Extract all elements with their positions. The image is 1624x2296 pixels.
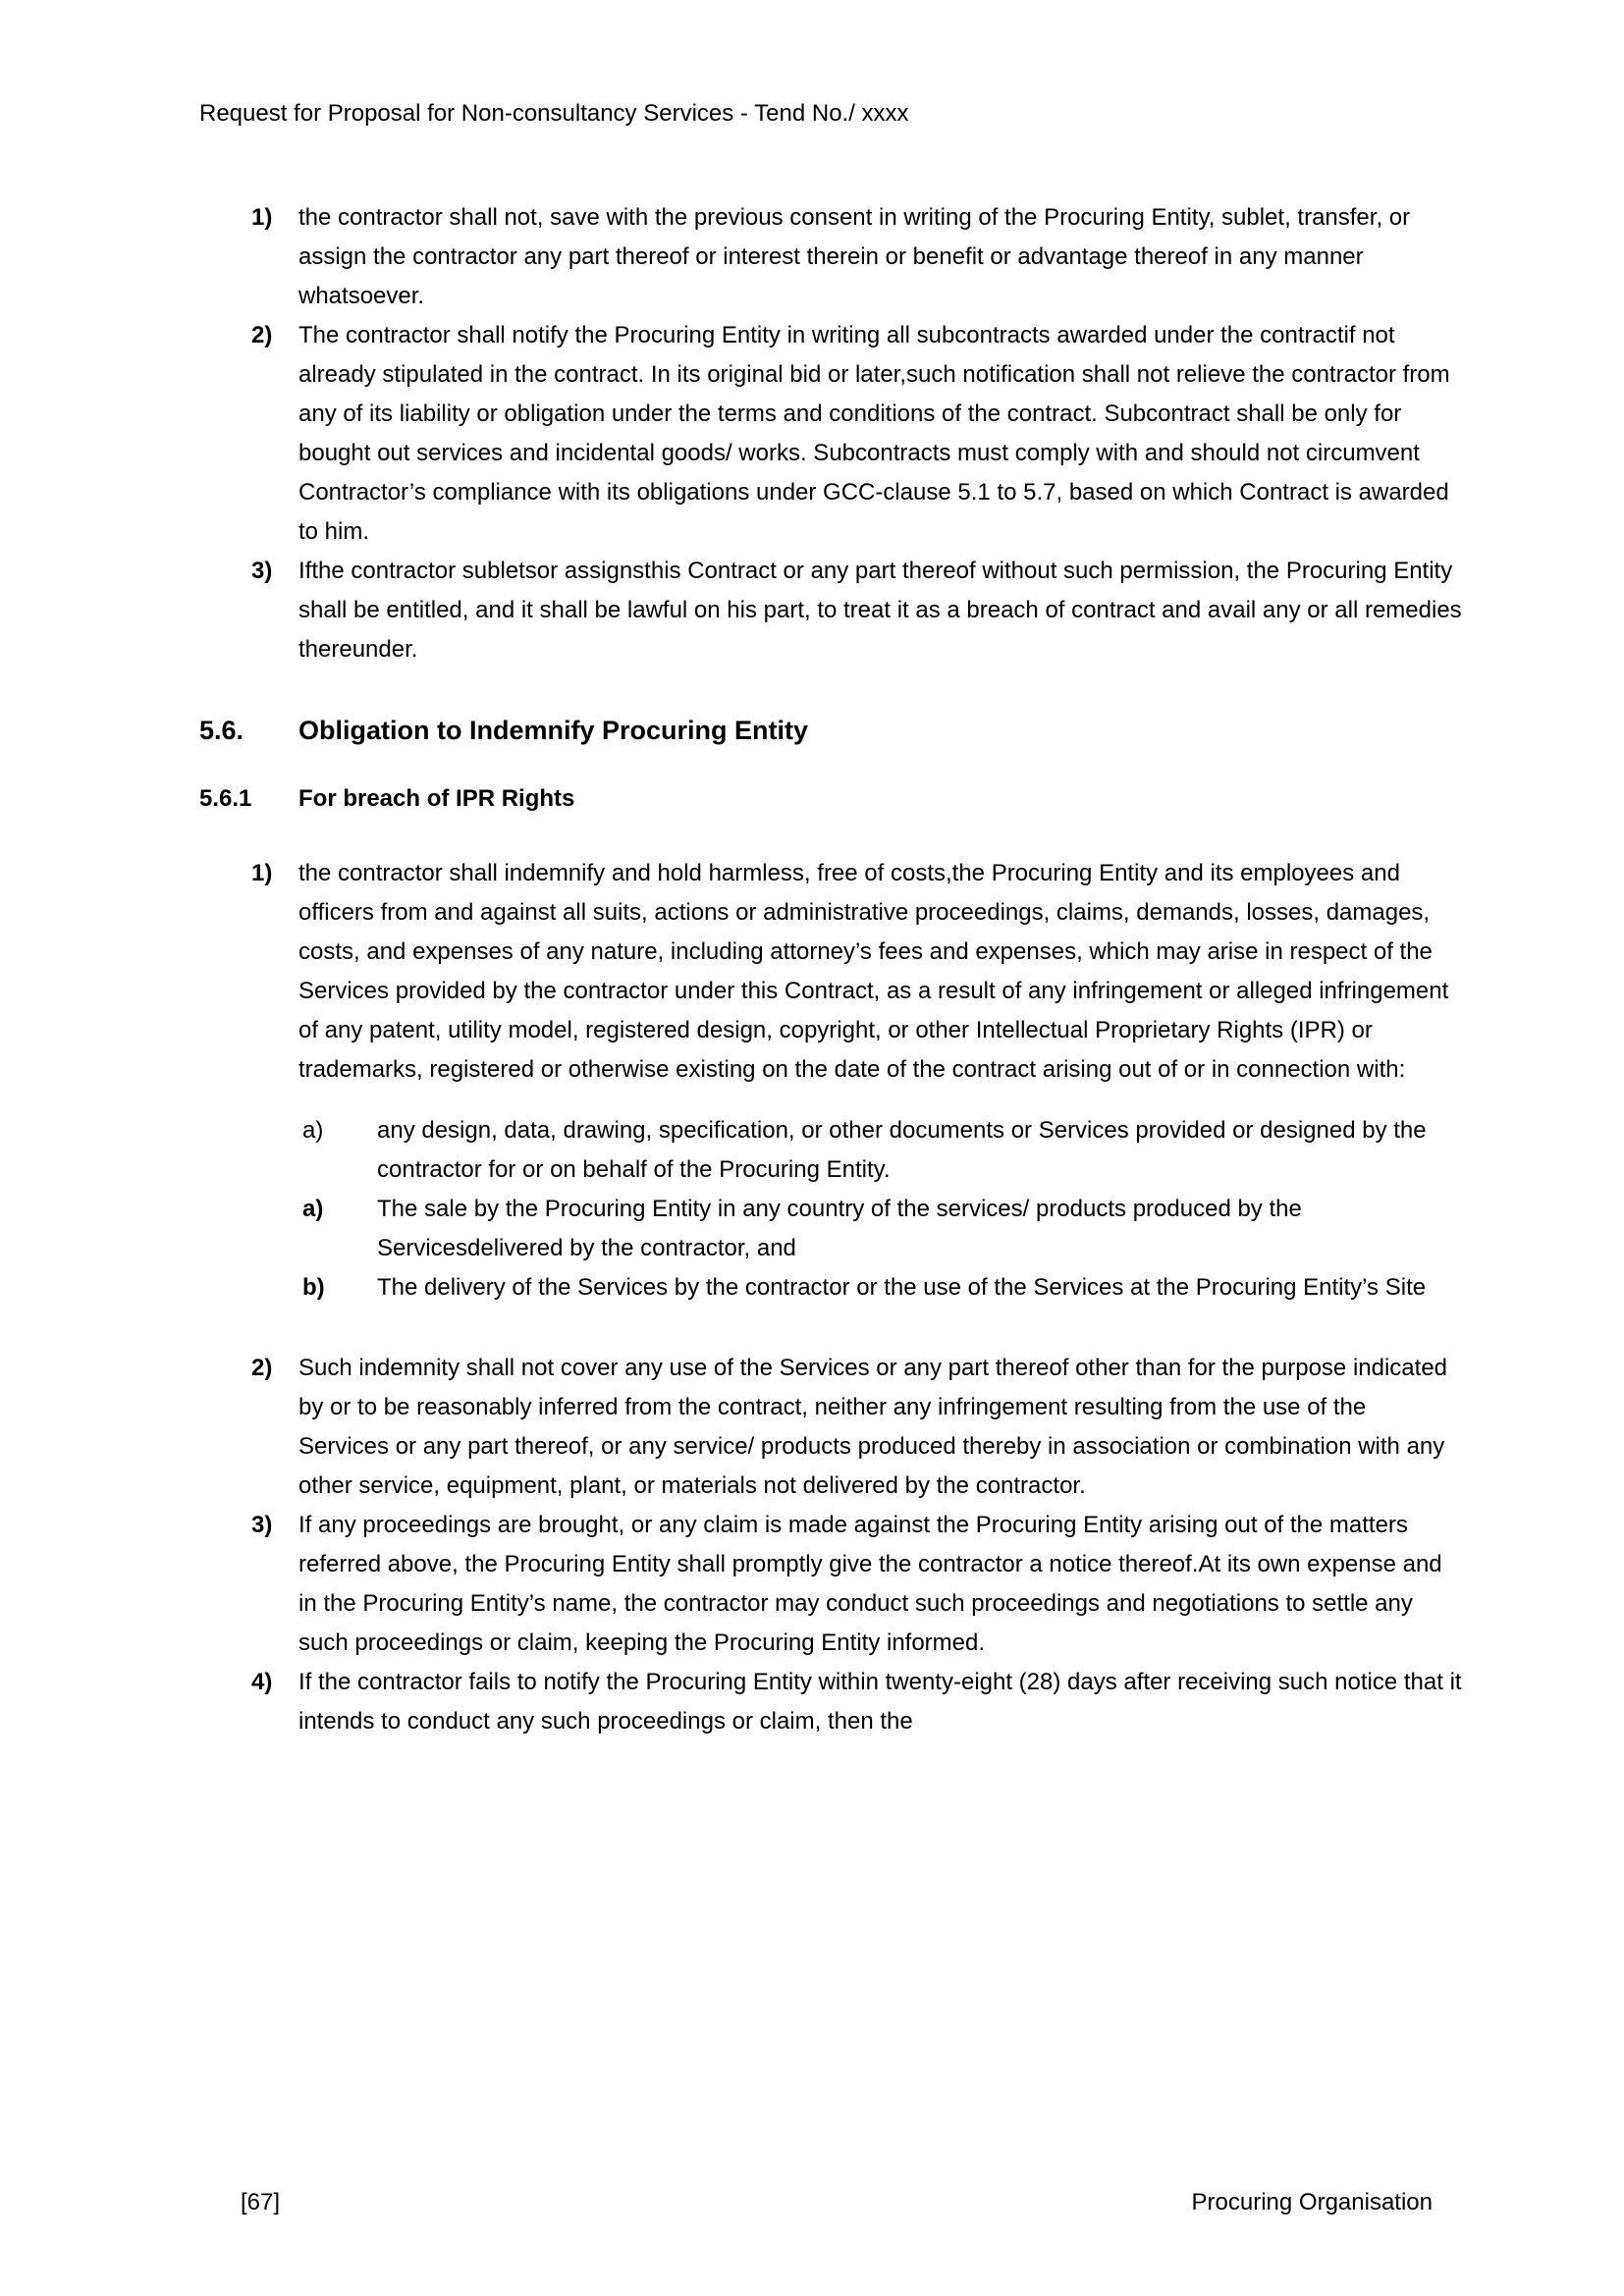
sub-list-item-letter: a) [302, 1117, 324, 1144]
footer-organisation: Procuring Organisation [1191, 2189, 1433, 2216]
sub-list-item-text: any design, data, drawing, specification, or other documents or Services provided or designed by the contractor for or on behalf of the Procuring Entity. [377, 1117, 1427, 1183]
list-item-text: Such indemnity shall not cover any use of the Services or any part thereof other than for the purpose indicated by or to be reasonably inferred from the contract, neither any infringement resulting from the use of the Services or any part thereof, or any service/ products produced thereby in association or combination with any other service, equipment, plant, or materials not delivered by the contractor. [298, 1355, 1448, 1499]
list-item-text: Ifthe contractor subletsor assignsthis Contract or any part thereof without such permission, the Procuring Entity shall be entitled, and it shall be lawful on his part, to treat it as a breach of contract and avail any or all remedies thereunder. [298, 558, 1462, 663]
lettered-sub-list [199, 1111, 1462, 1308]
subsection-heading-number: 5.6.1 [199, 785, 252, 812]
list-item-text: The contractor shall notify the Procuring Entity in writing all subcontracts awarded under the contractif not already stipulated in the contract. In its original bid or later,such notification shall not relieve the contractor from any of its liability or obligation under the terms and conditions of the contract. Subcontract shall be only for bought out services and incidental goods/ works. Subcontracts must comply with and should not circumvent Contractor’s compliance with its obligations under GCC-clause 5.1 to 5.7, based on which Contract is awarded to him. [298, 322, 1450, 545]
list-item-number: 1) [251, 204, 273, 231]
document-body [199, 198, 1462, 1741]
sub-list-item-text: The delivery of the Services by the contractor or the use of the Services at the Procuring Entity’s Site [377, 1274, 1427, 1301]
list-item [251, 854, 1462, 1090]
list-item [251, 552, 1462, 669]
sub-list-item-text: The sale by the Procuring Entity in any country of the services/ products produced by the Servicesdelivered by the contractor, and [377, 1196, 1302, 1261]
list-item-number: 1) [251, 860, 273, 886]
list-item-text: the contractor shall indemnify and hold harmless, free of costs,the Procuring Entity and its employees and officers from and against all suits, actions or administrative proceedings, claims, demands, losses, damages, costs, and expenses of any nature, including attorney’s fees and expenses, which may arise in respect of the Services provided by the contractor under this Contract, as a result of any infringement or alleged infringement of any patent, utility model, registered design, copyright, or other Intellectual Proprietary Rights (IPR) or trademarks, registered or otherwise existing on the date of the contract arising out of or in connection with: [298, 860, 1449, 1083]
list-item [251, 1506, 1462, 1663]
footer-page-number: [67] [241, 2189, 281, 2216]
list-item [251, 1349, 1462, 1506]
section-heading-number: 5.6. [199, 716, 244, 745]
list-item-text: If any proceedings are brought, or any claim is made against the Procuring Entity arising out of the matters referred above, the Procuring Entity shall promptly give the contractor a notice thereof.At its own expense and in the Procuring Entity’s name, the contractor may conduct such proceedings and negotiations to settle any such proceedings or claim, keeping the Procuring Entity informed. [298, 1512, 1442, 1656]
page-footer [241, 2187, 1433, 2218]
subsection-heading-title: For breach of IPR Rights [298, 785, 575, 812]
list-item-number: 3) [251, 558, 273, 584]
page-header [199, 98, 1462, 130]
section-heading [199, 713, 1462, 748]
subsection-heading [199, 783, 1462, 815]
sub-list-item-letter: b) [302, 1274, 325, 1301]
list-item-number: 4) [251, 1669, 273, 1695]
sub-list-item-letter: a) [302, 1196, 324, 1222]
list-item-text: the contractor shall not, save with the previous consent in writing of the Procuring Entity, sublet, transfer, or assign the contractor any part thereof or interest therein or benefit or advantage thereof in any manner whatsoever. [298, 204, 1411, 309]
list-item-text: If the contractor fails to notify the Procuring Entity within twenty-eight (28) days after receiving such notice that it intends to conduct any such proceedings or claim, then the [298, 1669, 1462, 1735]
list-item [251, 316, 1462, 552]
list-item-number: 2) [251, 1355, 273, 1381]
list-item-number: 3) [251, 1512, 273, 1538]
header-title: Request for Proposal for Non-consultancy Services - Tend No./ xxxx [199, 100, 909, 127]
sub-list-item [302, 1268, 1462, 1308]
list-item [251, 198, 1462, 316]
list-item-number: 2) [251, 322, 273, 348]
section-heading-title: Obligation to Indemnify Procuring Entity [298, 716, 808, 745]
sub-list-item [302, 1190, 1462, 1268]
sub-list-item [302, 1111, 1462, 1190]
list-item [251, 1663, 1462, 1741]
